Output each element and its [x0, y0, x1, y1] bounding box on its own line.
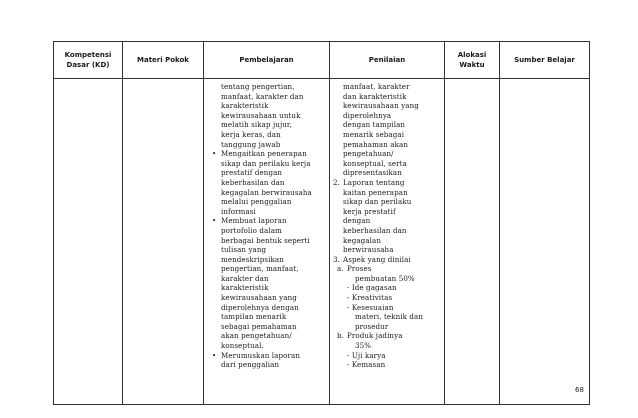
lesson-plan-table — [53, 41, 590, 405]
text-line: manfaat, karakter — [343, 82, 410, 91]
text-line: tanggung jawab — [221, 139, 281, 149]
text-line: karakter dan — [221, 273, 269, 283]
text-line: dengan — [343, 216, 371, 226]
text-line: sikap dan perilaku — [343, 197, 412, 207]
text-line: menarik sebagai — [343, 129, 405, 139]
number-marker: 2. — [333, 177, 340, 187]
text-line: dari penggalian — [221, 360, 280, 370]
number-marker: 3. — [333, 254, 340, 264]
cell-sumber-belajar — [500, 79, 590, 405]
text-line: portofolio dalam — [221, 225, 282, 235]
text-line: materi, teknik dan — [355, 312, 424, 322]
text-line: karakteristik — [221, 101, 269, 111]
alpha-marker: b. — [337, 331, 344, 341]
text-line: sikap dan perilaku kerja — [221, 158, 311, 168]
text-line: dan karakteristik — [343, 91, 407, 101]
list-item: b. Produk jadinya — [337, 331, 403, 341]
text-line: informasi — [221, 206, 256, 216]
cell-pembelajaran — [204, 79, 330, 405]
header-pembelajaran: Pembelajaran — [204, 42, 330, 79]
text-line: pengertian, manfaat, — [221, 264, 299, 274]
text-line: diperolehnya dengan — [221, 302, 299, 312]
text-line: diperolehnya — [343, 110, 392, 120]
bullet-marker: • — [212, 350, 217, 360]
text-line: keberhasilan dan — [343, 225, 407, 235]
text-line: - Kesesuaian — [347, 302, 394, 312]
pembelajaran-content — [212, 82, 325, 370]
penilaian-content — [334, 82, 442, 370]
text-line: konseptual, serta — [343, 158, 407, 168]
text-line: manfaat, karakter dan — [221, 91, 304, 101]
text-line: keberhasilan dan — [221, 177, 285, 187]
text-line: kewirausahaan yang — [221, 293, 297, 303]
list-item: • Mengaitkan penerapan — [212, 149, 307, 159]
text-line: kewirausahaan untuk — [221, 110, 301, 120]
table-row — [54, 79, 590, 405]
header-sumber-belajar: Sumber Belajar — [500, 42, 590, 79]
text-line: berbagai bentuk seperti — [221, 235, 310, 245]
header-penilaian: Penilaian — [330, 42, 445, 79]
text-line: kerja keras, dan — [221, 129, 281, 139]
text-line: kaitan penerapan — [343, 187, 408, 197]
alpha-marker: a. — [337, 264, 344, 274]
text-line: pengetahuan/ — [343, 149, 394, 159]
page-number: 68 — [575, 386, 584, 394]
header-alokasi-waktu: Alokasi Waktu — [445, 42, 500, 79]
text-line: tentang pengertian, — [221, 82, 295, 91]
text-line: 35% — [355, 341, 372, 351]
cell-kompetensi-dasar — [54, 79, 123, 405]
text-line: tulisan yang — [221, 245, 267, 255]
text-line: konseptual. — [221, 341, 264, 351]
text-line: mendeskripsikan — [221, 254, 284, 264]
text-line: kerja prestatif — [343, 206, 396, 216]
text-line: dipresentasikan — [343, 168, 402, 178]
text-line: melatih sikap jujur, — [221, 120, 293, 130]
text-line: kegagalan — [343, 235, 382, 245]
text-line: tampilan menarik — [221, 312, 287, 322]
text-line: akan pengetahuan/ — [221, 331, 292, 341]
list-item: 3. Aspek yang dinilai — [333, 254, 411, 264]
text-line: pemahaman akan — [343, 139, 408, 149]
text-line: - Ide gagasan — [347, 283, 397, 293]
text-line: sebagai pemahaman — [221, 321, 297, 331]
bullet-marker: • — [212, 216, 217, 226]
cell-alokasi-waktu — [445, 79, 500, 405]
text-line: - Kemasan — [347, 360, 386, 370]
bullet-marker: • — [212, 149, 217, 159]
text-line: - Kreativitas — [347, 293, 393, 303]
text-line: prosedur — [355, 321, 389, 331]
text-line: kewirausahaan yang — [343, 101, 419, 111]
cell-materi-pokok — [123, 79, 204, 405]
text-line: kegagalan berwirausaha — [221, 187, 312, 197]
text-line: karakteristik — [221, 283, 269, 293]
header-materi-pokok: Materi Pokok — [123, 42, 204, 79]
list-item: a. Proses — [337, 264, 372, 274]
text-line: pembuatan 50% — [355, 273, 415, 283]
table-header-row — [54, 42, 590, 79]
text-line: prestatif dengan — [221, 168, 283, 178]
text-line: dengan tampilan — [343, 120, 406, 130]
text-line: melalui penggalian — [221, 197, 292, 207]
text-line: berwirausaha — [343, 245, 394, 255]
cell-penilaian — [330, 79, 445, 405]
list-item: • Merumuskan laporan — [212, 350, 301, 360]
list-item: 2. Laporan tentang — [333, 177, 405, 187]
text-line: - Uji karya — [347, 350, 386, 360]
list-item: • Membuat laporan — [212, 216, 287, 226]
header-kompetensi-dasar: Kompetensi Dasar (KD) — [54, 42, 123, 79]
